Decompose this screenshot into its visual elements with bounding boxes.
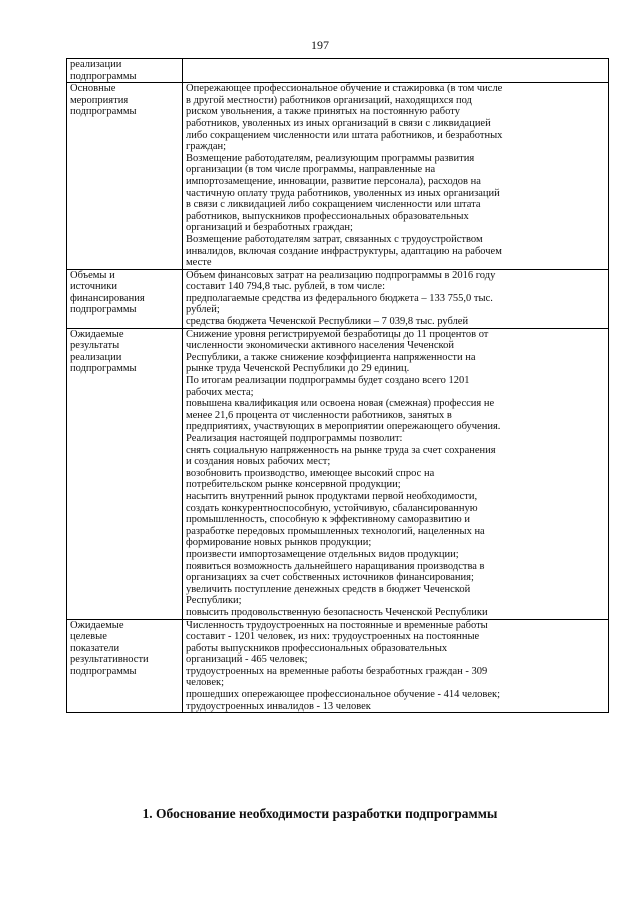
content-line: организациях за счет собственных источников финансирования; xyxy=(186,572,474,584)
row-content-cell xyxy=(183,328,609,619)
content-line: работников, уволенных из иных организаций в связи с ликвидацией xyxy=(186,117,491,129)
content-line: составит 140 794,8 тыс. рублей, в том числе: xyxy=(186,281,385,293)
content-line: прошедших опережающее профессиональное обучение - 414 человек; xyxy=(186,689,501,701)
content-line: в связи с ликвидацией либо сокращением численности или штата xyxy=(186,199,481,211)
content-line: насытить внутренний рынок продуктами первой необходимости, xyxy=(186,490,478,502)
row-label-cell xyxy=(67,83,183,270)
label-line: финансирования xyxy=(70,292,145,304)
page-number: 197 xyxy=(311,38,329,52)
content-line: промышленность, способную к эффективному саморазвитию и xyxy=(186,514,470,526)
content-line: увеличить поступление денежных средств в бюджет Чеченской xyxy=(186,583,471,595)
label-line: целевые xyxy=(70,631,107,643)
subprogram-passport-table xyxy=(66,58,609,713)
content-line: Снижение уровня регистрируемой безработицы до 11 процентов от xyxy=(186,328,489,340)
label-line: подпрограммы xyxy=(70,363,137,375)
label-line: источники xyxy=(70,281,117,293)
content-line: появиться возможность дальнейшего наращивания производства в xyxy=(186,560,485,572)
table-row xyxy=(67,83,609,270)
content-line: Объем финансовых затрат на реализацию подпрограммы в 2016 году xyxy=(186,269,496,281)
content-line: потребительском рынке консервной продукции; xyxy=(186,479,401,491)
content-line: средства бюджета Чеченской Республики – 7 039,8 тыс. рублей xyxy=(186,316,469,328)
content-line: произвести импортозамещение отдельных видов продукции; xyxy=(186,548,459,560)
content-line: составит - 1201 человек, из них: трудоустроенных на постоянные xyxy=(186,631,480,643)
content-line: повысить продовольственную безопасность Чеченской Республики xyxy=(186,606,488,618)
passport-table-body xyxy=(67,59,609,713)
label-line: реализации xyxy=(70,59,122,70)
content-line: Возмещение работодателям, реализующим программы развития xyxy=(186,152,475,164)
content-line: в другой местности) работников организаций, находящихся под xyxy=(186,94,472,106)
content-line: снять социальную напряженность на рынке труда за счет сохранения xyxy=(186,444,496,456)
table-row xyxy=(67,269,609,328)
label-line: подпрограммы xyxy=(70,304,137,316)
content-line: либо сокращением численности или штата работников, и безработных xyxy=(186,129,503,141)
content-line: месте xyxy=(186,257,212,269)
label-line: Основные xyxy=(70,83,116,95)
table-row xyxy=(67,328,609,619)
label-line: показатели xyxy=(70,642,120,654)
section-heading: 1. Обоснование необходимости разработки подпрограммы xyxy=(142,806,498,821)
content-line: формирование новых рынков продукции; xyxy=(186,537,372,549)
content-line: риском увольнения, а также принятых на постоянную работу xyxy=(186,106,460,118)
label-line: мероприятия xyxy=(70,94,129,106)
content-line: Реализация настоящей подпрограммы позволит: xyxy=(186,433,403,444)
label-line: подпрограммы xyxy=(70,70,137,82)
label-line: Ожидаемые xyxy=(70,619,124,631)
table-row xyxy=(67,59,609,83)
label-line: реализации xyxy=(70,351,122,363)
row-label-cell xyxy=(67,59,183,83)
label-line: подпрограммы xyxy=(70,665,137,677)
row-label-cell xyxy=(67,269,183,328)
content-line: граждан; xyxy=(186,141,227,153)
table-row xyxy=(67,619,609,713)
content-line: рабочих места; xyxy=(186,386,254,398)
label-line: подпрограммы xyxy=(70,106,137,118)
content-line: разработке передовых промышленных технологий, нацеленных на xyxy=(186,525,485,537)
content-line: предполагаемые средства из федерального бюджета – 133 755,0 тыс. xyxy=(186,292,493,304)
row-label-cell xyxy=(67,619,183,713)
content-line: предприятиях, участвующих в мероприятии опережающего обучения. xyxy=(186,421,501,433)
row-content-cell xyxy=(183,619,609,713)
content-line: организаций - 465 человек; xyxy=(186,654,308,666)
label-line: результативности xyxy=(70,654,149,666)
content-line: трудоустроенных инвалидов - 13 человек xyxy=(186,700,371,712)
content-line: возобновить производство, имеющее высокий спрос на xyxy=(186,467,435,479)
content-line: организации (в том числе программы, направленные на xyxy=(186,164,436,176)
row-content-cell xyxy=(183,83,609,270)
content-line: организаций и безработных граждан; xyxy=(186,222,353,234)
content-line: человек; xyxy=(186,677,225,689)
label-line: Объемы и xyxy=(70,269,115,281)
content-line: численности экономически активного населения Чеченской xyxy=(186,340,454,352)
row-label-cell xyxy=(67,328,183,619)
content-line: создать конкурентноспособную, устойчивую, сбалансированную xyxy=(186,502,478,514)
content-line: трудоустроенных на временные работы безработных граждан - 309 xyxy=(186,665,488,677)
content-line: рынке труда Чеченской Республики до 29 единиц. xyxy=(186,363,410,375)
content-line: работы выпускников профессиональных образовательных xyxy=(186,642,448,654)
row-content-cell xyxy=(183,59,609,83)
content-line: повышена квалификация или освоена новая (смежная) профессия не xyxy=(186,398,495,410)
content-line: рублей; xyxy=(186,304,220,316)
content-line: Возмещение работодателям затрат, связанных с трудоустройством xyxy=(186,233,483,245)
row-content-cell xyxy=(183,269,609,328)
content-line: менее 21,6 процента от численности работников, занятых в xyxy=(186,409,452,421)
content-line: Опережающее профессиональное обучение и стажировка (в том числе xyxy=(186,83,503,95)
content-line: и создания новых рабочих мест; xyxy=(186,456,331,468)
content-line: По итогам реализации подпрограммы будет создано всего 1201 xyxy=(186,375,470,387)
content-line: работников, выпускников профессиональных образовательных xyxy=(186,210,469,222)
label-line: результаты xyxy=(70,340,120,352)
content-line: инвалидов, включая создание инфраструктуры, адаптацию на рабочем xyxy=(186,245,502,257)
content-line: Республики; xyxy=(186,595,242,607)
content-line: Численность трудоустроенных на постоянные и временные работы xyxy=(186,619,488,631)
label-line: Ожидаемые xyxy=(70,328,124,340)
content-line: импортозамещение, инновации, развитие персонала), расходов на xyxy=(186,175,481,187)
content-line: частичную оплату труда работников, уволенных из иных организаций xyxy=(186,187,500,199)
content-line: Республики, а также снижение коэффициента напряженности на xyxy=(186,351,476,363)
